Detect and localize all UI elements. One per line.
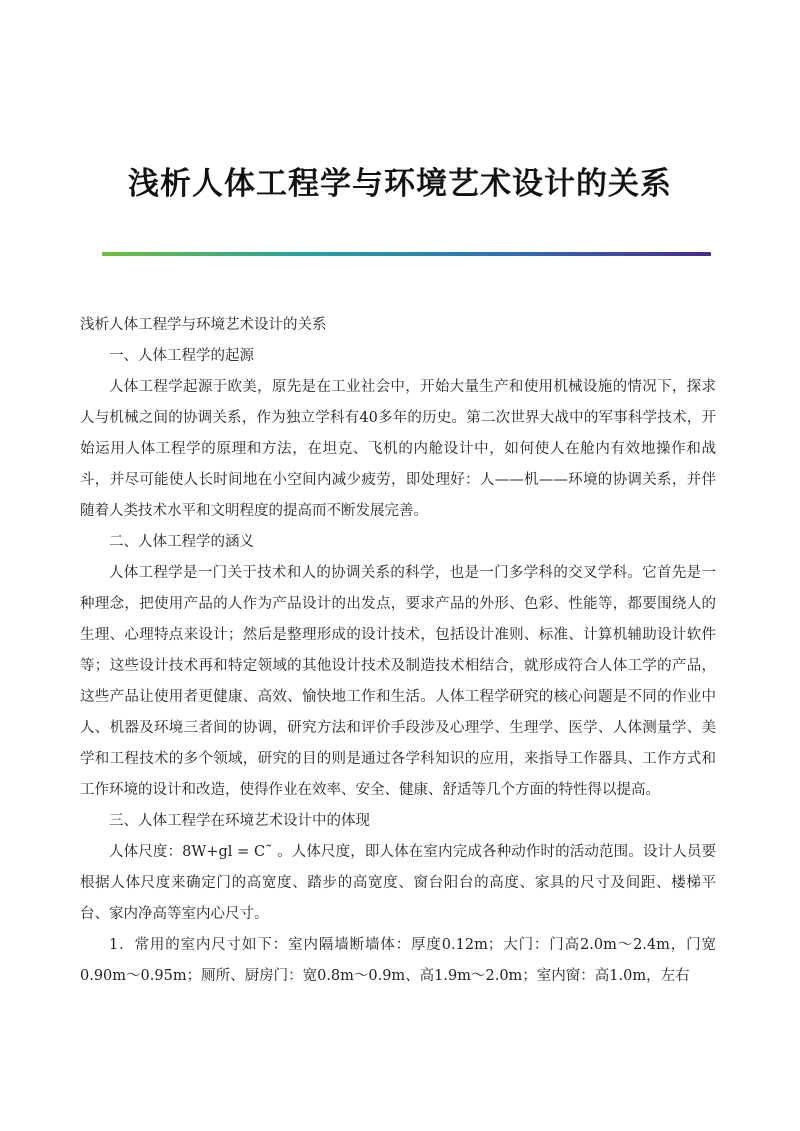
paragraph: 人体尺度：8W+gl = C˜ 。人体尺度，即人体在室内完成各种动作时的活动范围。设计人员要根据人体尺度来确定门的高宽度、踏步的高宽度、窗台阳台的高度、家具的尺寸及间距、楼梯平台、家内净高等室内心尺寸。 [80,844,716,922]
section-heading: 三、人体工程学在环境艺术设计中的体现 [109,813,370,829]
section-heading: 一、人体工程学的起源 [109,348,254,364]
title-divider [102,252,711,256]
document-title: 浅析人体工程学与环境艺术设计的关系 [128,166,672,202]
paragraph: 1．常用的室内尺寸如下：室内隔墙断墙体：厚度0.12m；大门：门高2.0m～2.4m，门宽0.90m～0.95m；厕所、厨房门：宽0.8m～0.9m、高1.9m～2.0m；室内窗：高1.0m，左右 [80,937,716,984]
section-heading: 二、人体工程学的涵义 [109,534,254,550]
subject-line: 浅析人体工程学与环境艺术设计的关系 [80,317,327,333]
paragraph: 人体工程学是一门关于技术和人的协调关系的科学，也是一门多学科的交叉学科。它首先是一种理念，把使用产品的人作为产品设计的出发点，要求产品的外形、色彩、性能等，都要围绕人的生理、心理特点来设计；然后是整理形成的设计技术，包括设计准则、标准、计算机辅助设计软件等；这些设计技术再和特定领域的其他设计技术及制造技术相结合，就形成符合人体工学的产品，这些产品让使用者更健康、高效、愉快地工作和生活。人体工程学研究的核心问题是不同的作业中人、机器及环境三者间的协调，研究方法和评价手段涉及心理学、生理学、医学、人体测量学、美学和工程技术的多个领域，研究的目的则是通过各学科知识的应用，来指导工作器具、工作方式和工作环境的设计和改造，使得作业在效率、安全、健康、舒适等几个方面的特性得以提高。 [80,565,716,798]
paragraph: 人体工程学起源于欧美，原先是在工业社会中，开始大量生产和使用机械设施的情况下，探求人与机械之间的协调关系，作为独立学科有40多年的历史。第二次世界大战中的军事科学技术，开始运用人体工程学的原理和方法，在坦克、飞机的内舱设计中，如何使人在舱内有效地操作和战斗，并尽可能使人长时间地在小空间内减少疲劳，即处理好：人——机——环境的协调关系，并伴随着人类技术水平和文明程度的提高而不断发展完善。 [80,379,716,519]
document-body [80,310,716,992]
